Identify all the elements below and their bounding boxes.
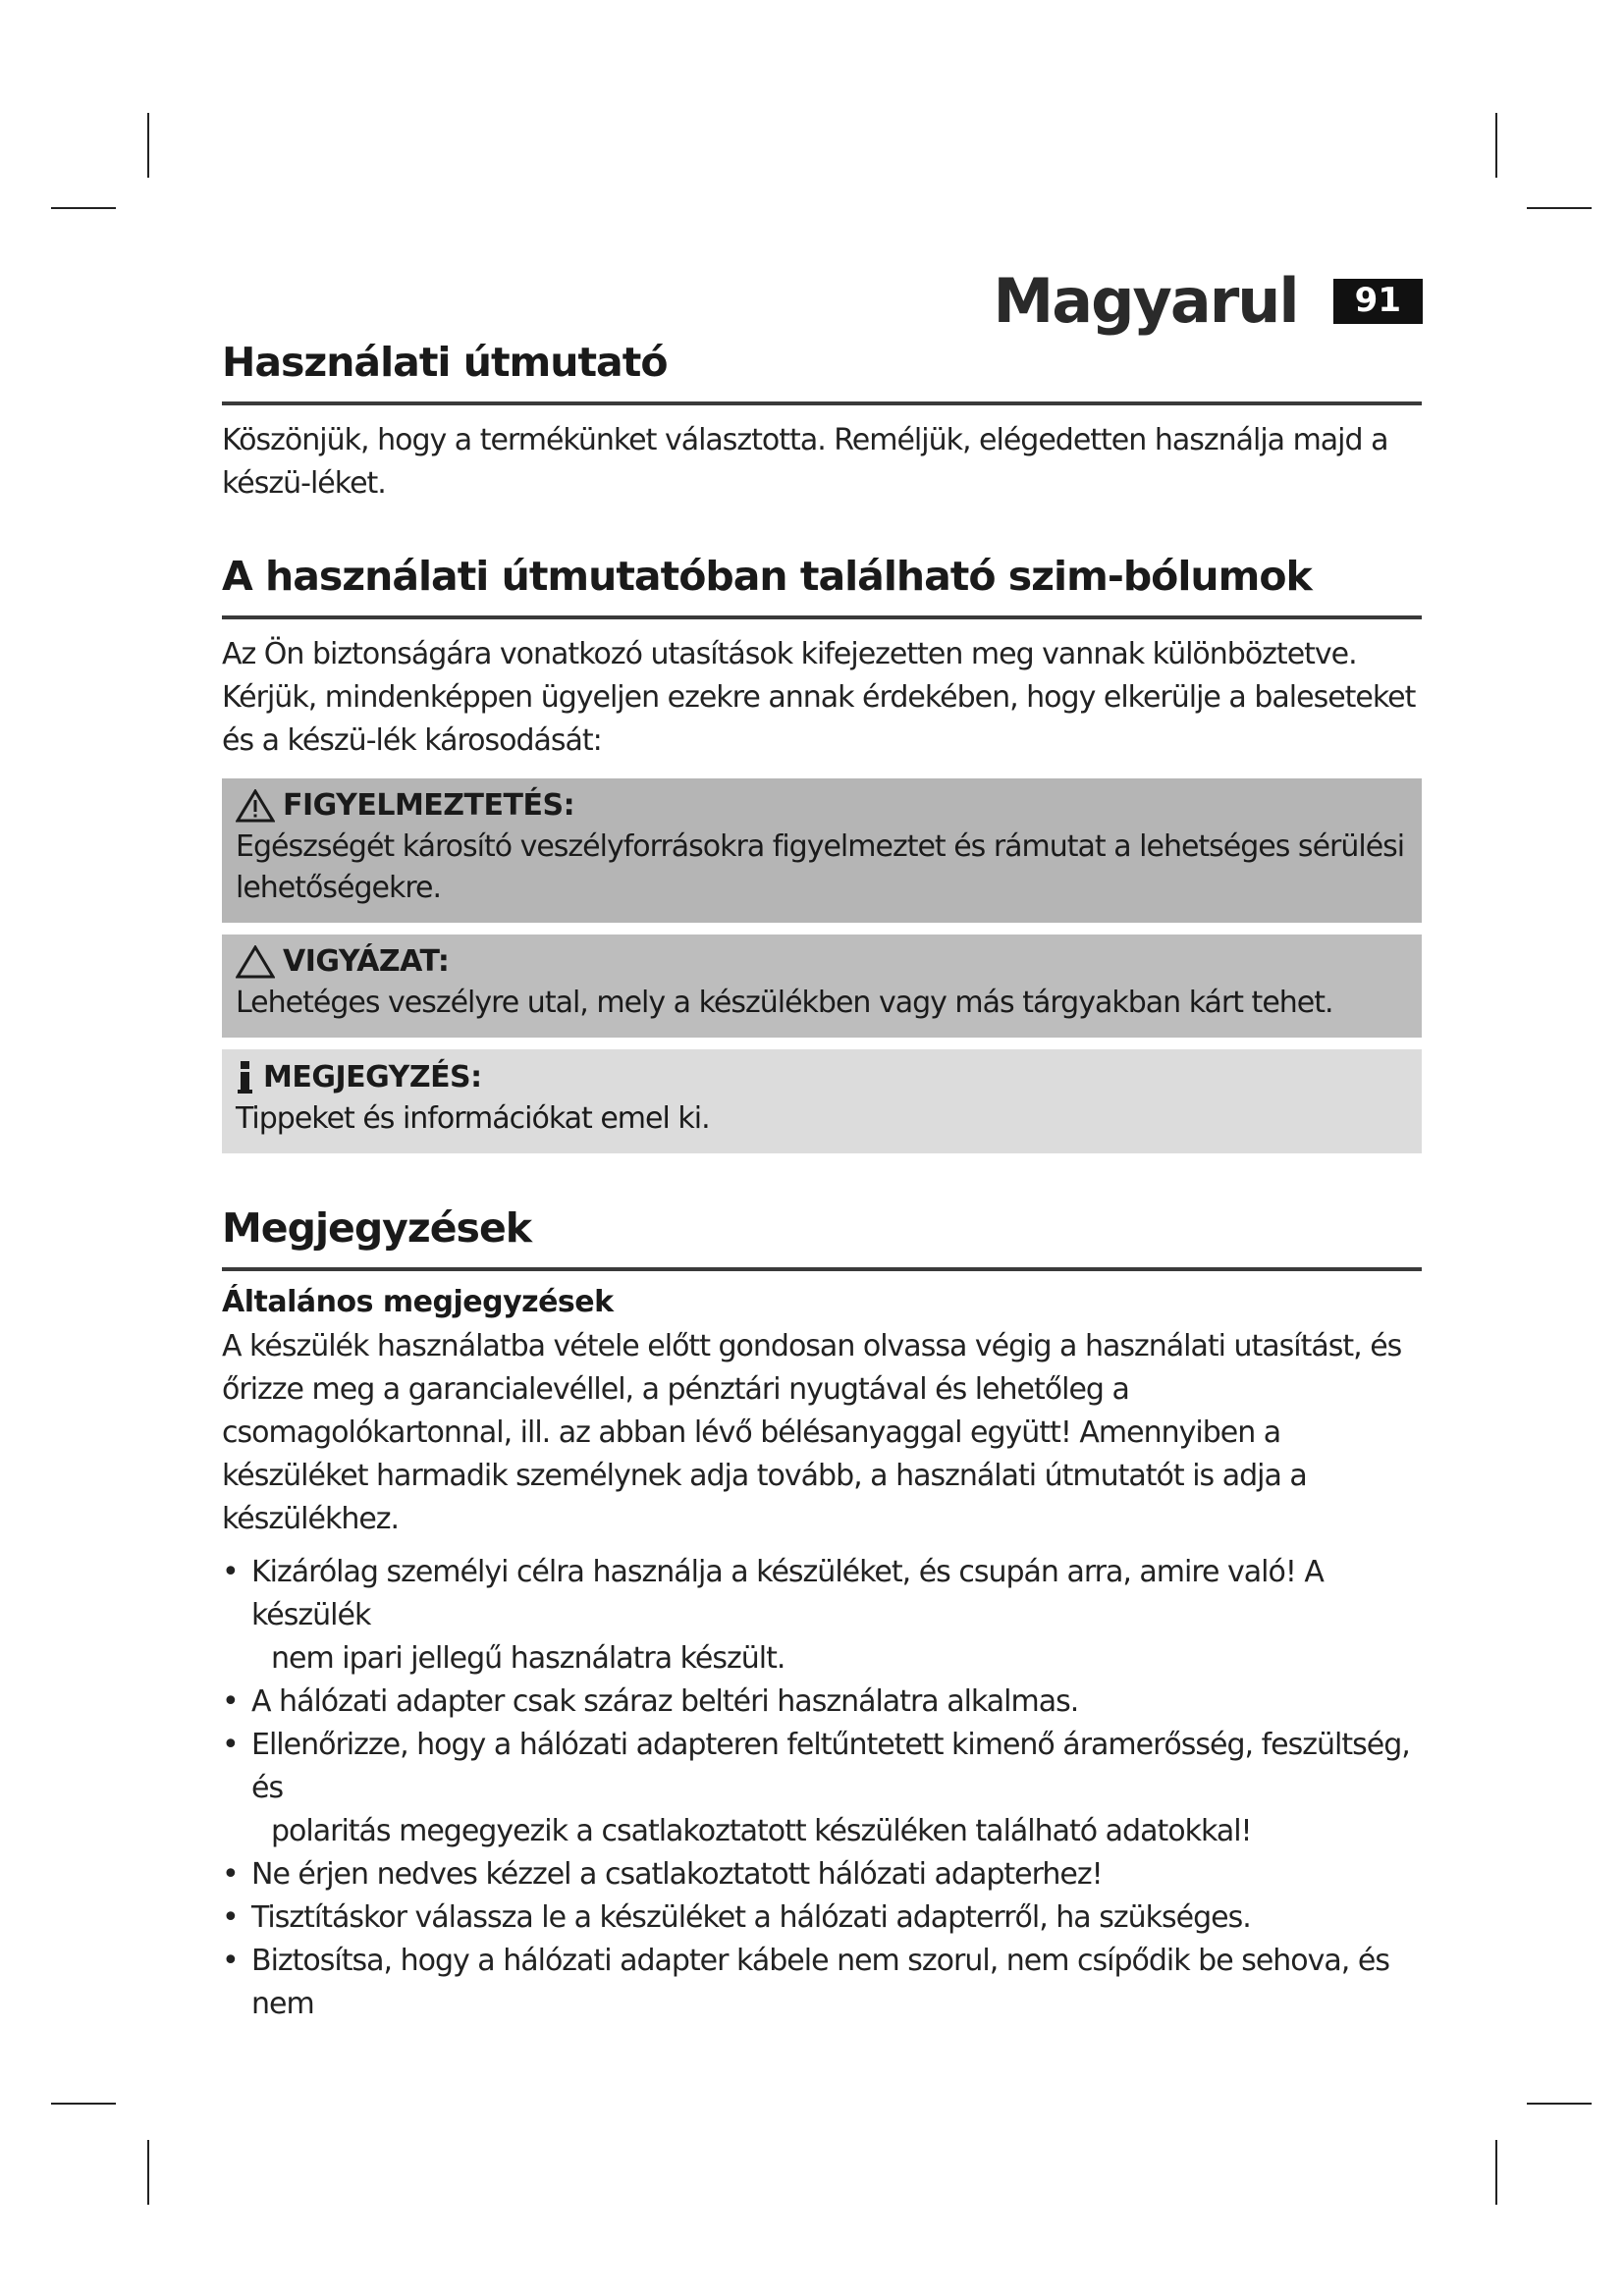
crop-mark-bottom-right-vertical (1495, 2140, 1497, 2205)
caution-label: VIGYÁZAT: (283, 944, 450, 979)
list-item: • Kizárólag személyi célra használja a készüléket, és csupán arra, amire való! A készülék nem ipari jellegű használatra készült. (222, 1551, 1422, 1681)
crop-mark-top-left-horizontal (51, 207, 116, 209)
crop-mark-top-right-vertical (1495, 113, 1497, 178)
crop-mark-top-right-horizontal (1527, 207, 1592, 209)
list-item: • Tisztításkor válassza le a készüléket a hálózati adapterről, ha szükséges. (222, 1896, 1422, 1940)
note-notice (222, 1049, 1422, 1153)
intro-paragraph: Köszönjük, hogy a termékünket választotta. Reméljük, elégedetten használja majd a készü-léket. (222, 423, 1388, 501)
list-item: • Ellenőrizze, hogy a hálózati adapteren feltűntetett kimenő áramerősség, feszültség, és polaritás megegyezik a csatlakoztatott készüléken található adatokkal! (222, 1724, 1422, 1853)
list-item: • Biztosítsa, hogy a hálózati adapter kábele nem szorul, nem csípődik be sehova, és nem (222, 1940, 1422, 2026)
section-title-manual: Használati útmutató (222, 339, 1422, 405)
crop-mark-bottom-right-horizontal (1527, 2103, 1592, 2105)
warning-heading (236, 788, 1408, 823)
crop-mark-top-left-vertical (147, 113, 149, 178)
warning-text: Egészségét károsító veszélyforrásokra figyelmeztet és rámutat a lehetséges sérülési lehetőségekre. (236, 829, 1405, 905)
warning-label: FIGYELMEZTETÉS: (283, 788, 575, 823)
page-content (222, 339, 1422, 2026)
notes-bullet-list (222, 1551, 1422, 2026)
caution-triangle-icon (236, 945, 275, 979)
symbols-paragraph: Az Ön biztonságára vonatkozó utasítások kifejezetten meg vannak különböztetve. Kérjük, mindenképpen ügyeljen ezekre annak érdekében, hogy elkerülje a baleseteket és a készü-lék károsodását: (222, 637, 1416, 758)
warning-notice (222, 778, 1422, 923)
note-label: MEGJEGYZÉS: (263, 1059, 482, 1095)
section-title-symbols: A használati útmutatóban található szim-bólumok (222, 553, 1422, 619)
page-header (994, 265, 1423, 337)
list-item: • Ne érjen nedves kézzel a csatlakoztatott hálózati adapterhez! (222, 1853, 1422, 1896)
page-number-badge: 91 (1333, 279, 1423, 324)
warning-triangle-icon (236, 789, 275, 823)
caution-text: Lehetéges veszélyre utal, mely a készülékben vagy más tárgyakban kárt tehet. (236, 986, 1333, 1020)
language-title: Magyarul (993, 265, 1298, 337)
crop-mark-bottom-left-horizontal (51, 2103, 116, 2105)
list-item: • A hálózati adapter csak száraz beltéri használatra alkalmas. (222, 1681, 1422, 1724)
general-notes-paragraph: A készülék használatba vétele előtt gondosan olvassa végig a használati utasítást, és őrizze meg a garancialevéllel, a pénztári nyugtával és lehetőleg a csomagolókartonnal, ill. az abban lévő bélésanyaggal együtt! Amennyiben a készüléket harmadik személynek adja tovább, a használati útmutatót is adja a készülékhez. (222, 1329, 1402, 1536)
caution-heading (236, 944, 1408, 979)
caution-notice (222, 934, 1422, 1038)
crop-mark-bottom-left-vertical (147, 2140, 149, 2205)
info-icon (236, 1059, 255, 1095)
section-title-notes: Megjegyzések (222, 1204, 1422, 1271)
general-notes-subtitle: Általános megjegyzések (222, 1285, 614, 1319)
note-heading (236, 1059, 1408, 1095)
note-text: Tippeket és információkat emel ki. (236, 1101, 710, 1136)
